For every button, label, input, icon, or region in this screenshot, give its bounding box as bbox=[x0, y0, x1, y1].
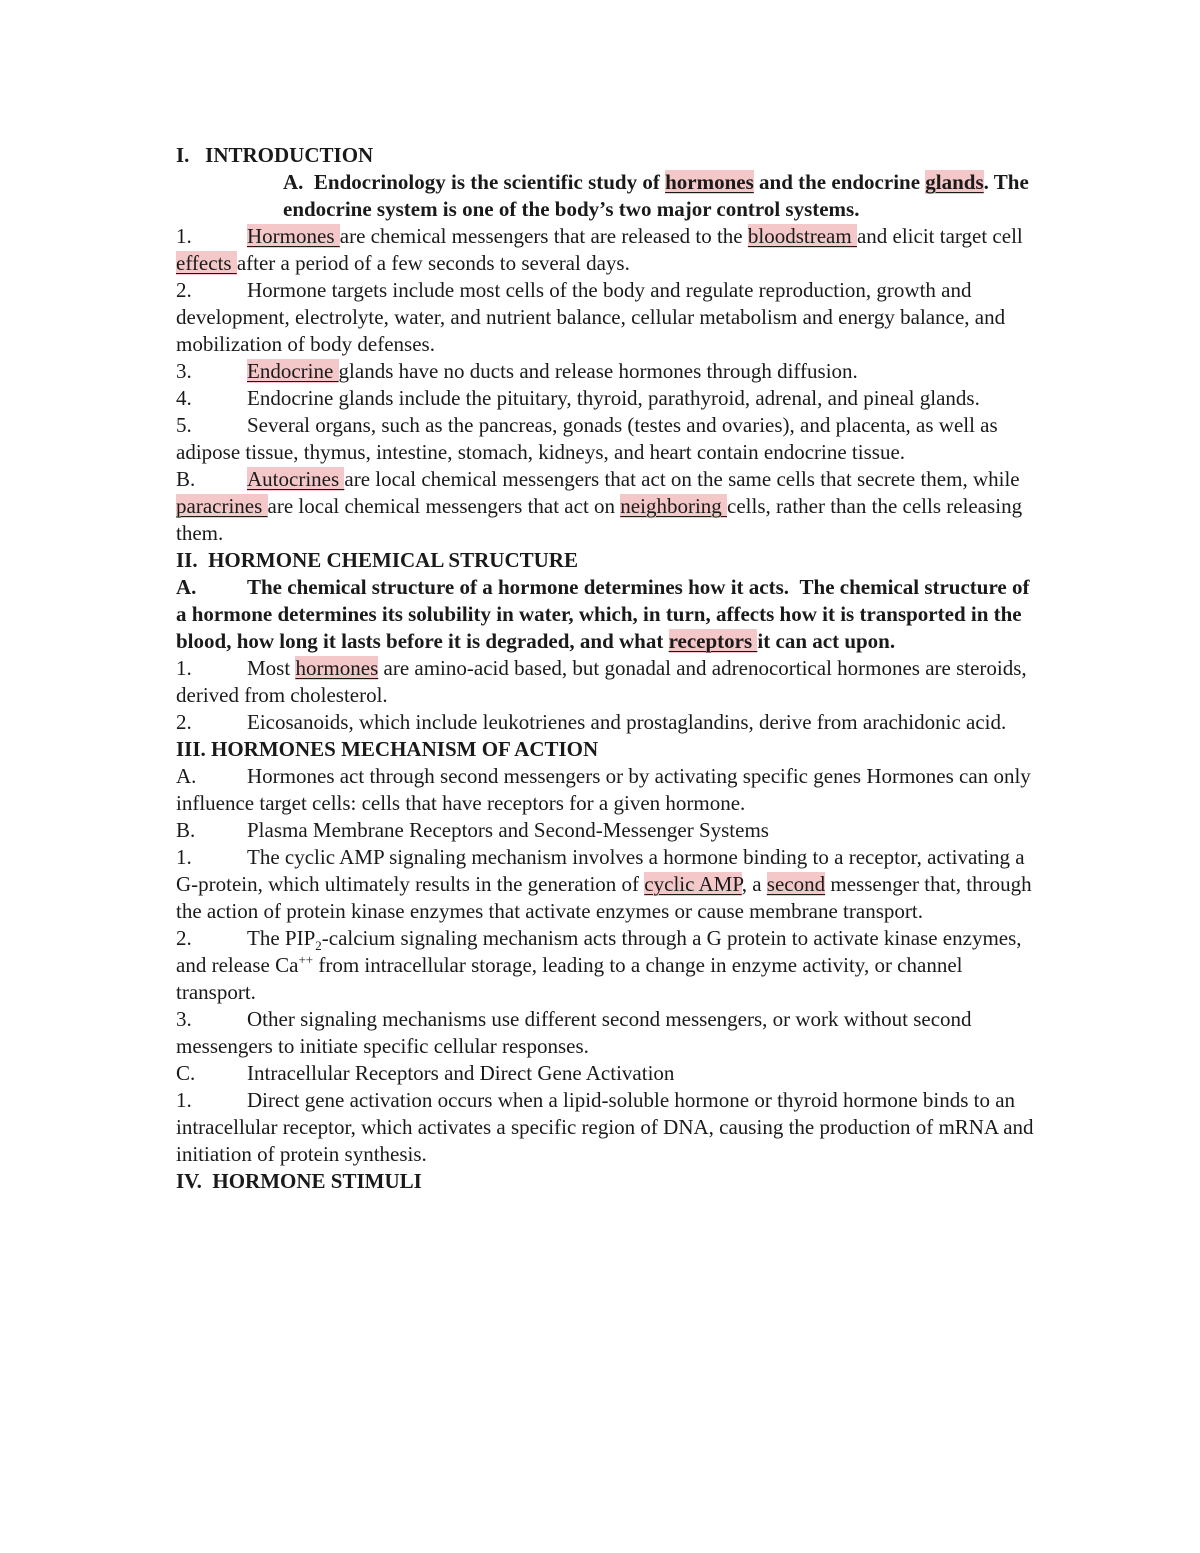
intro-item-2: 2. Hormone targets include most cells of the body and regulate reproduction, growth and development, electrolyte, water, and nutrient balance, cellular metabolism and energy balance, and mobilization of body defenses. bbox=[176, 278, 1006, 356]
mechanism-item-b3: 3. Other signaling mechanisms use different second messengers, or work without second messengers to initiate specific cellular responses. bbox=[176, 1007, 972, 1058]
intro-item-3: 3. Endocrine glands have no ducts and release hormones through diffusion. bbox=[176, 359, 858, 383]
structure-item-1: 1. Most hormones are amino-acid based, but gonadal and adrenocortical hormones are steroids, derived from cholesterol. bbox=[176, 656, 1027, 707]
mechanism-item-b2: 2. The $PIP_2$-calcium signaling mechanism acts through a G protein to activate kinase enzymes, and release Ca++ from intracellular storage, leading to a change in enzyme activity, or channel transport. bbox=[176, 926, 1022, 1004]
highlight: effects bbox=[176, 251, 237, 275]
highlight: hormones bbox=[295, 656, 379, 680]
mechanism-point-a: A. Hormones act through second messengers or by activating specific genes Hormones can only influence target cells: cells that have receptors for a given hormone. bbox=[176, 764, 1031, 815]
section-heading-stimuli: IV. HORMONE STIMULI bbox=[176, 1169, 422, 1193]
section-heading-chemical-structure: II. HORMONE CHEMICAL STRUCTURE bbox=[176, 548, 578, 572]
mechanism-point-b: B. Plasma Membrane Receptors and Second-Messenger Systems bbox=[176, 818, 769, 842]
highlight: bloodstream bbox=[747, 224, 857, 248]
highlight: cyclic AMP bbox=[644, 872, 742, 896]
highlight: paracrines bbox=[176, 494, 268, 518]
highlight: glands bbox=[925, 170, 984, 194]
section-heading-introduction: I. INTRODUCTION bbox=[176, 143, 374, 167]
structure-item-2: 2. Eicosanoids, which include leukotrienes and prostaglandins, derive from arachidonic acid. bbox=[176, 710, 1007, 734]
highlight: hormones bbox=[665, 170, 754, 194]
document-body bbox=[176, 142, 1036, 1195]
section-heading-mechanism: III. HORMONES MECHANISM OF ACTION bbox=[176, 737, 599, 761]
mechanism-item-c1: 1. Direct gene activation occurs when a lipid-soluble hormone or thyroid hormone binds to an intracellular receptor, which activates a specific region of DNA, causing the production of mRNA and initiation of protein synthesis. bbox=[176, 1088, 1034, 1166]
highlight: Hormones bbox=[247, 224, 340, 248]
intro-item-4: 4. Endocrine glands include the pituitary, thyroid, parathyroid, adrenal, and pineal glands. bbox=[176, 386, 980, 410]
highlight: neighboring bbox=[620, 494, 728, 518]
intro-point-b: B. Autocrines are local chemical messengers that act on the same cells that secrete them, while paracrines are local chemical messengers that act on neighboring cells, rather than the cells releasing them. bbox=[176, 467, 1023, 545]
intro-point-a: A. Endocrinology is the scientific study of hormones and the endocrine glands. The endocrine system is one of the body’s two major control systems. bbox=[283, 170, 1029, 221]
intro-item-1: 1. Hormones are chemical messengers that are released to the bloodstream and elicit target cell effects after a period of a few seconds to several days. bbox=[176, 224, 1023, 275]
highlight: receptors bbox=[668, 629, 758, 653]
intro-item-5: 5. Several organs, such as the pancreas, gonads (testes and ovaries), and placenta, as well as adipose tissue, thymus, intestine, stomach, kidneys, and heart contain endocrine tissue. bbox=[176, 413, 998, 464]
highlight: Endocrine bbox=[247, 359, 339, 383]
structure-point-a: A. The chemical structure of a hormone determines how it acts. The chemical structure of a hormone determines its solubility in water, which, in turn, affects how it is transported in the blood, how long it lasts before it is degraded, and what receptors it can act upon. bbox=[176, 575, 1030, 653]
highlight: second bbox=[766, 872, 826, 896]
mechanism-item-b1: 1. The cyclic AMP signaling mechanism involves a hormone binding to a receptor, activating a G-protein, which ultimately results in the generation of cyclic AMP, a second messenger that, through the action of protein kinase enzymes that activate enzymes or cause membrane transport. bbox=[176, 845, 1032, 923]
highlight: Autocrines bbox=[247, 467, 345, 491]
mechanism-point-c: C. Intracellular Receptors and Direct Gene Activation bbox=[176, 1061, 675, 1085]
